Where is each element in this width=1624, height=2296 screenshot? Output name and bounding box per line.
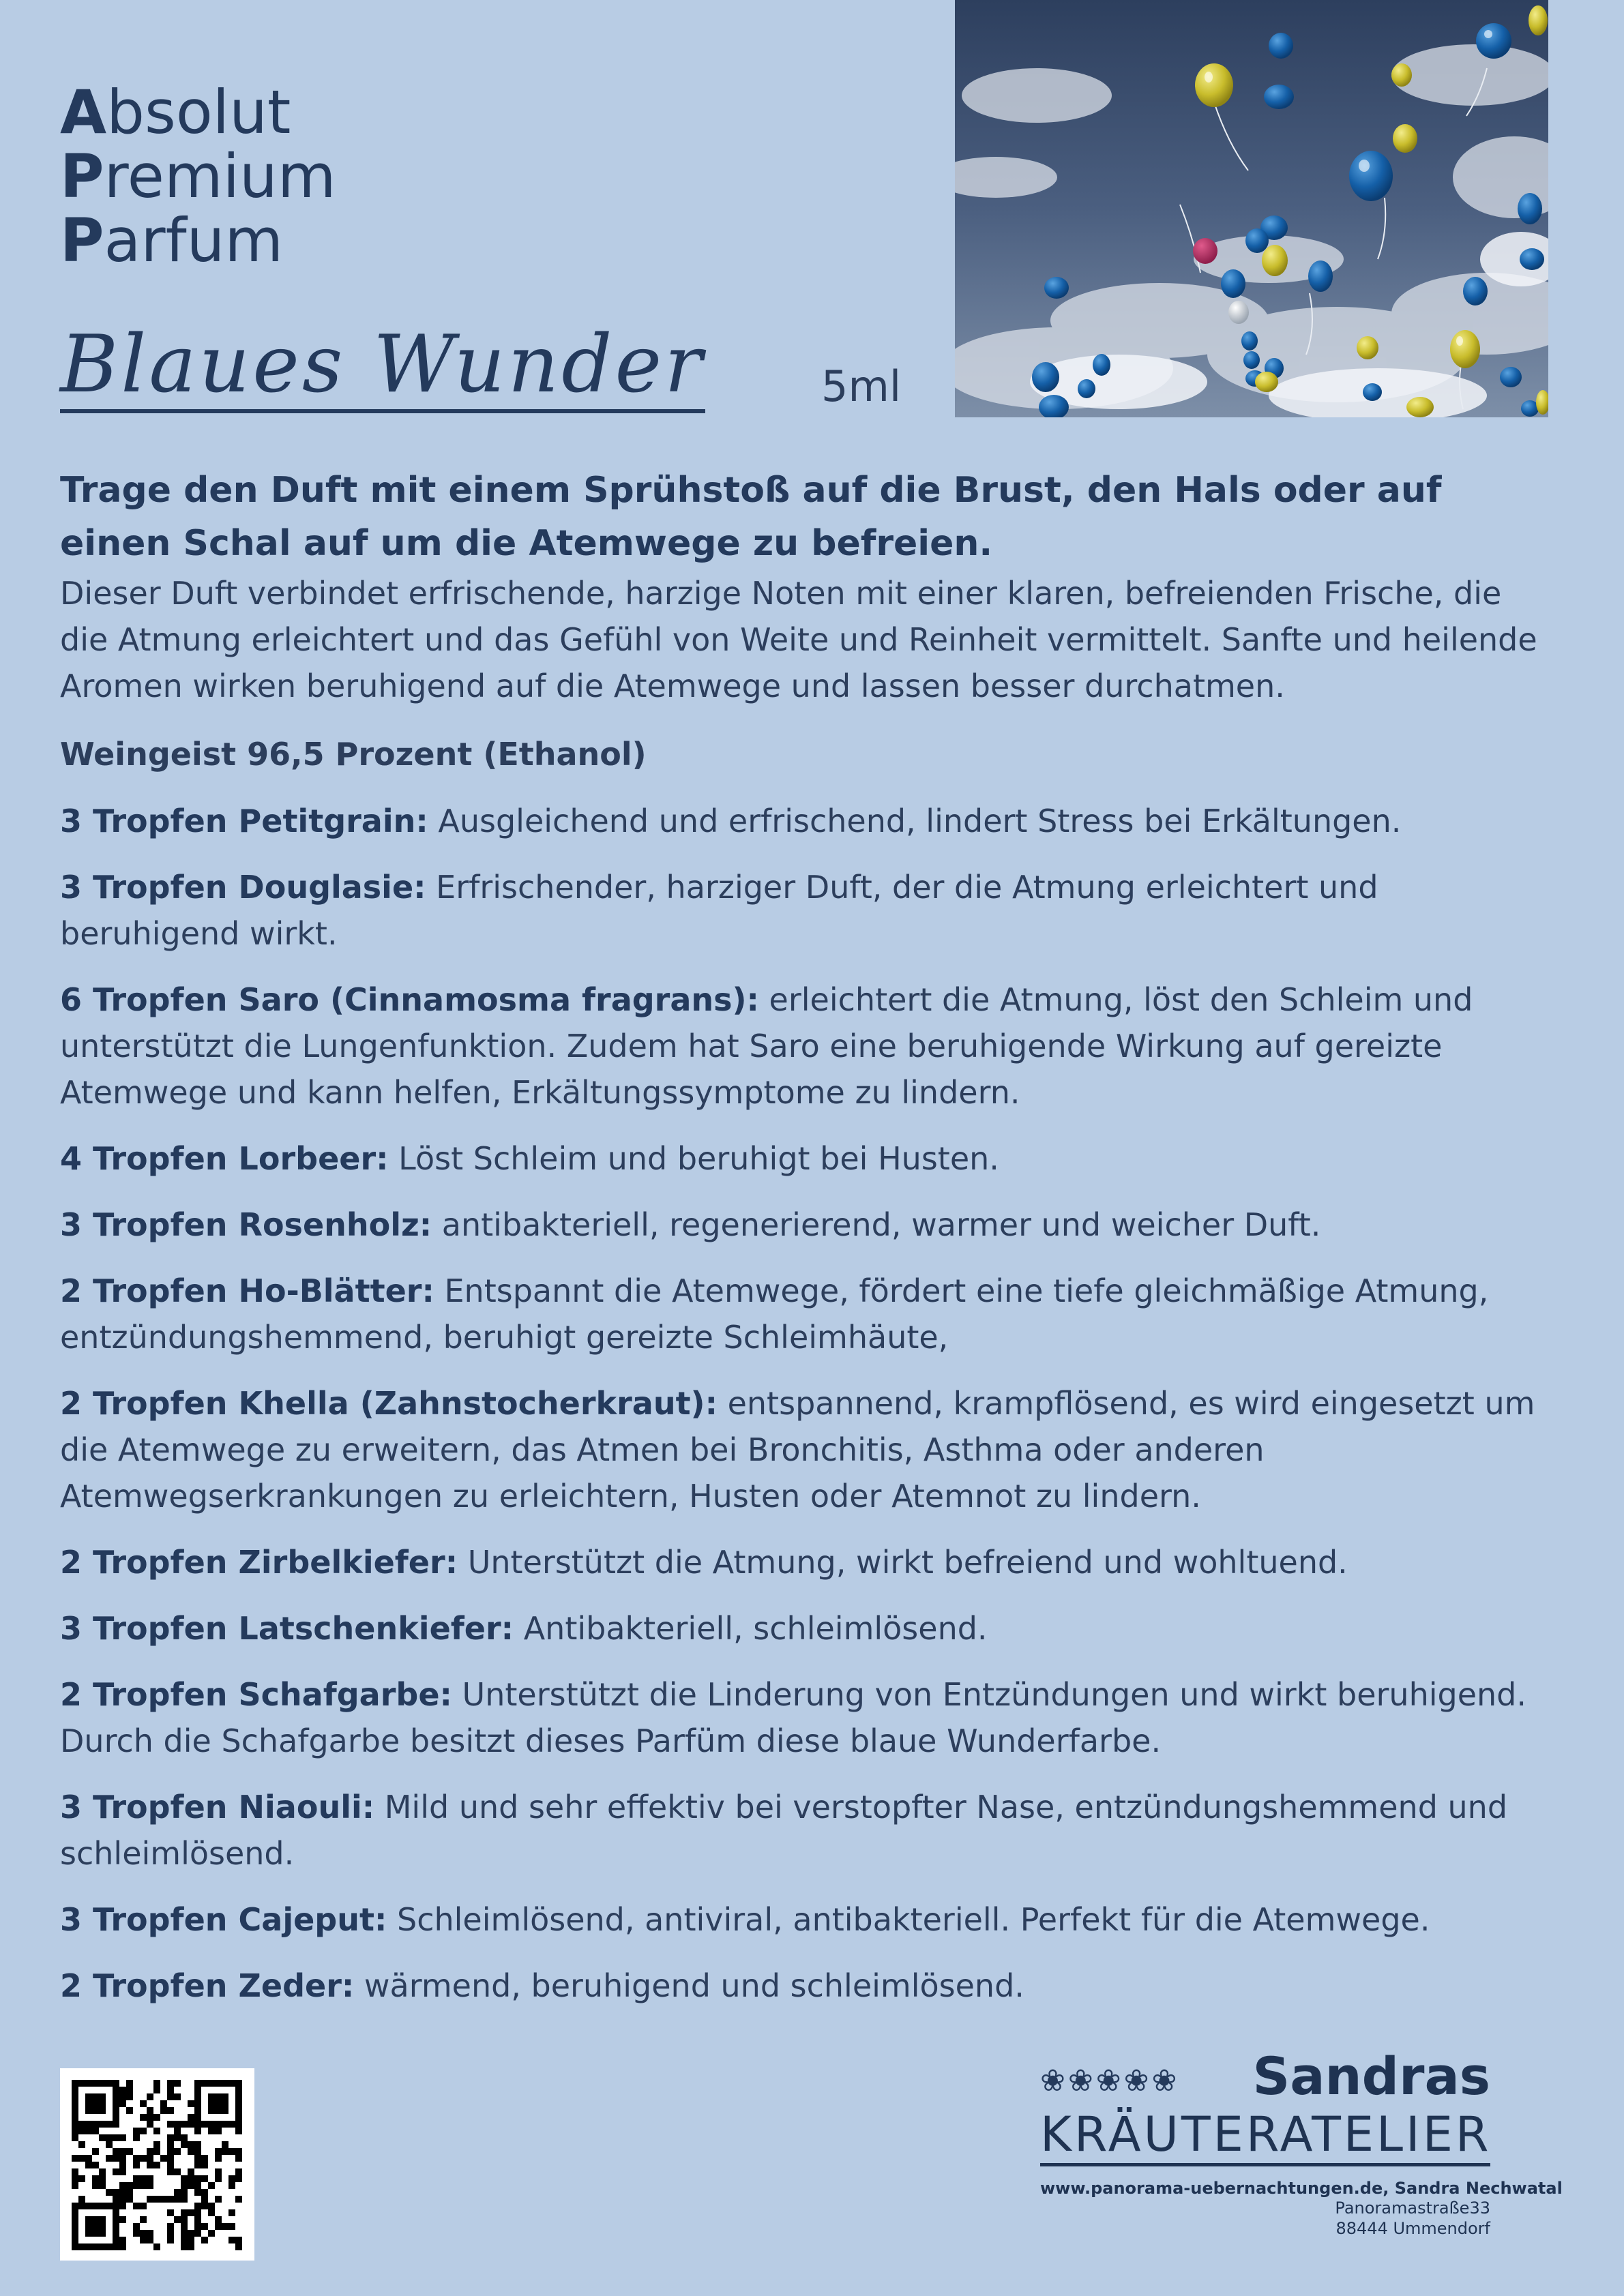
brand-rest: remium [104, 141, 336, 211]
ingredient-item [60, 1380, 1547, 1519]
ingredient-item [60, 1605, 1547, 1652]
ingredient-description: wärmend, beruhigend und schleimlösend. [354, 1967, 1024, 2004]
brand-initial: P [60, 141, 104, 211]
brand-initial: A [60, 77, 107, 147]
content [60, 464, 1547, 2029]
logo-top [1040, 2046, 1490, 2106]
ingredient-description: Schleimlösend, antiviral, antibakteriell. Perfekt für die Atemwege. [387, 1901, 1430, 1938]
product-row [60, 320, 926, 430]
logo-city: 88444 Ummendorf [1335, 2219, 1490, 2238]
ingredient-description: Unterstützt die Atmung, wirkt befreiend und wohltuend. [458, 1544, 1348, 1581]
ingredient-description: antibakteriell, regenerierend, warmer und weicher Duft. [432, 1206, 1321, 1243]
ingredient-name: 2 Tropfen Ho-Blätter: [60, 1272, 434, 1309]
balloons-photo [955, 0, 1548, 417]
ingredient-description: Antibakteriell, schleimlösend. [514, 1610, 988, 1647]
logo-street: Panoramastraße33 [1335, 2198, 1490, 2218]
ingredient-description: entspannend, krampflösend, es wird eingesetzt um die Atemwege zu erweitern, das Atmen bei Bronchitis, Asthma oder anderen Atemwegserkrankungen zu erleichtern, Husten oder Atemnot zu lindern. [60, 1385, 1535, 1515]
ingredient-description: Löst Schleim und beruhigt bei Husten. [388, 1140, 999, 1177]
flower-icon: ❀❀❀❀❀ [1040, 2063, 1180, 2098]
ingredient-description: Entspannt die Atemwege, fördert eine tiefe gleichmäßige Atmung, entzündungshemmend, beruhigt gereizte Schleimhäute, [60, 1272, 1489, 1356]
ingredient-name: 4 Tropfen Lorbeer: [60, 1140, 389, 1177]
ingredient-item [60, 1896, 1547, 1943]
ingredient-description: Mild und sehr effektiv bei verstopfter Nase, entzündungshemmend und schleimlösend. [60, 1789, 1508, 1872]
product-size: 5ml [821, 361, 902, 411]
ingredient-description: erleichtert die Atmung, löst den Schleim und unterstützt die Lungenfunktion. Zudem hat Saro eine beruhigende Wirkung auf gereizte Atemwege und kann helfen, Erkältungssymptome zu lindern. [60, 981, 1473, 1111]
ingredient-name: 3 Tropfen Latschenkiefer: [60, 1610, 514, 1647]
brand-rest: bsolut [106, 77, 291, 147]
ingredient-description: Unterstützt die Linderung von Entzündungen und wirkt beruhigend. Durch die Schafgarbe besitzt dieses Parfüm diese blaue Wunderfarbe. [60, 1676, 1526, 1759]
ingredient-name: 2 Tropfen Khella (Zahnstocherkraut): [60, 1385, 718, 1422]
ingredient-item [60, 1135, 1547, 1182]
brand-line-1 [60, 77, 336, 147]
ingredient-item [60, 1963, 1547, 2009]
ingredient-item [60, 1539, 1547, 1585]
logo-website[interactable]: www.panorama-uebernachtungen.de, Sandra Nechwatal [1040, 2179, 1563, 2198]
ingredient-name: 3 Tropfen Rosenholz: [60, 1206, 432, 1243]
base-ingredient: Weingeist 96,5 Prozent (Ethanol) [60, 736, 647, 773]
ingredient-name: 3 Tropfen Petitgrain: [60, 803, 428, 839]
qr-code-icon[interactable] [60, 2068, 254, 2261]
brand-line-3 [60, 205, 336, 275]
ingredient-name: 3 Tropfen Douglasie: [60, 869, 426, 906]
ingredient-list [60, 798, 1547, 2009]
brand-initial: P [60, 205, 104, 275]
ingredient-item [60, 1202, 1547, 1248]
ingredient-item [60, 1671, 1547, 1764]
logo [1040, 2046, 1563, 2239]
product-name: Blaues Wunder [60, 320, 705, 413]
logo-name: Sandras [1252, 2046, 1490, 2106]
ingredient-name: 2 Tropfen Schafgarbe: [60, 1676, 452, 1713]
ingredient-item [60, 864, 1547, 957]
ingredient-item [60, 1784, 1547, 1877]
ingredient-name: 2 Tropfen Zirbelkiefer: [60, 1544, 458, 1581]
ingredient-name: 3 Tropfen Cajeput: [60, 1901, 387, 1938]
brand-block [60, 77, 336, 275]
lead-text: Trage den Duft mit einem Sprühstoß auf die Brust, den Hals oder auf einen Schal auf um die Atemwege zu befreien. [60, 470, 1442, 564]
brand-line-2 [60, 141, 336, 211]
ingredient-item [60, 1268, 1547, 1360]
ingredient-description: Erfrischender, harziger Duft, der die Atmung erleichtert und beruhigend wirkt. [60, 869, 1378, 952]
ingredient-name: 2 Tropfen Zeder: [60, 1967, 355, 2004]
logo-subtitle: KRÄUTERATELIER [1040, 2106, 1490, 2166]
ingredient-item [60, 798, 1547, 844]
intro-text: Dieser Duft verbindet erfrischende, harzige Noten mit einer klaren, befreienden Frische, die die Atmung erleichtert und das Gefühl von Weite und Reinheit vermittelt. Sanfte und heilende Aromen wirken beruhigend auf die Atemwege und lassen besser durchatmen. [60, 575, 1537, 704]
ingredient-description: Ausgleichend und erfrischend, lindert Stress bei Erkältungen. [428, 803, 1402, 839]
ingredient-item [60, 976, 1547, 1116]
brand-rest: arfum [104, 205, 284, 275]
ingredient-name: 3 Tropfen Niaouli: [60, 1789, 375, 1825]
ingredient-name: 6 Tropfen Saro (Cinnamosma fragrans): [60, 981, 759, 1018]
